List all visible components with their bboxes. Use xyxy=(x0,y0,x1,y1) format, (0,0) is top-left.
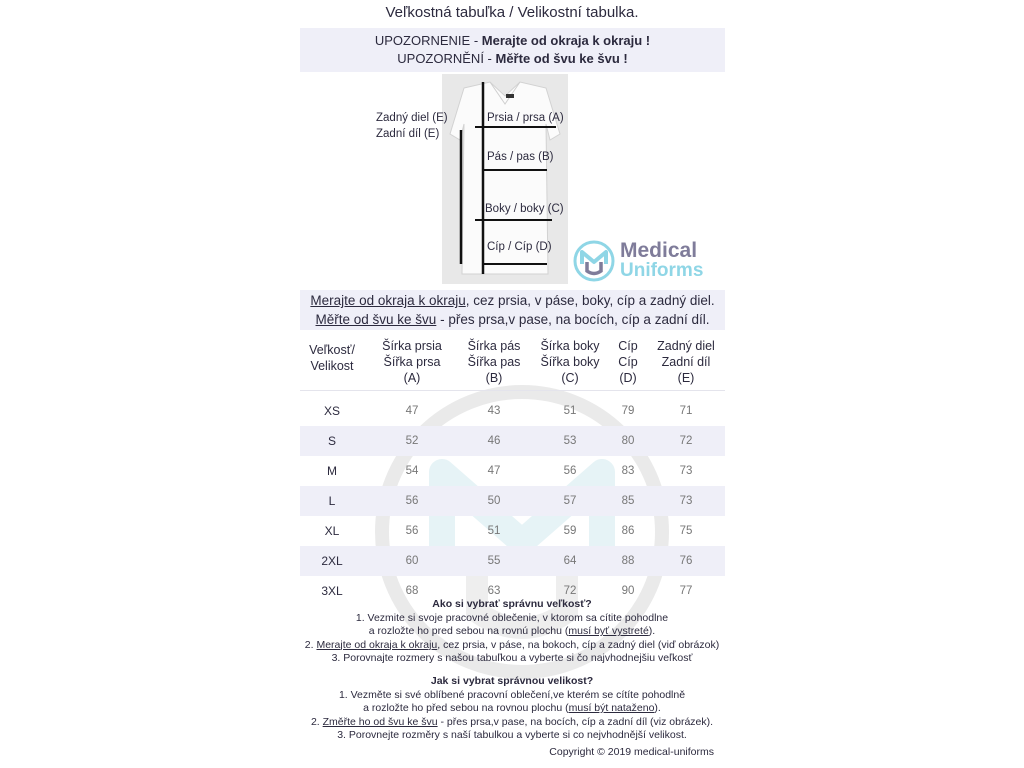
logo-text-medical: Medical xyxy=(620,239,698,262)
size-cell: XS xyxy=(323,404,340,418)
value-cell: 83 xyxy=(621,465,635,477)
copyright: Copyright © 2019 medical-uniforms xyxy=(549,746,714,758)
value-cell: 72 xyxy=(679,435,693,447)
column-header: Šírka pás Šířka pas (B) xyxy=(467,339,521,385)
value-cell: 46 xyxy=(487,435,501,447)
table-row xyxy=(300,516,725,546)
instructions-sk-step1: 1. Vezmite si svoje pracovné oblečenie, v ktorom sa cítite pohodlne xyxy=(355,611,669,624)
value-cell: 63 xyxy=(487,585,501,597)
value-cell: 68 xyxy=(405,585,419,597)
logo-icon xyxy=(572,238,618,284)
table-row xyxy=(300,396,725,426)
instructions-cz-step1: 1. Vezměte si své oblíbené pracovní oblečení,ve kterém se cítíte pohodlně xyxy=(338,688,686,701)
table-row xyxy=(300,456,725,486)
value-cell: 85 xyxy=(621,495,635,507)
value-cell: 77 xyxy=(679,585,693,597)
value-cell: 55 xyxy=(487,555,501,567)
value-cell: 51 xyxy=(563,405,577,417)
size-cell: XL xyxy=(324,524,340,538)
size-cell: S xyxy=(327,434,336,448)
value-cell: 90 xyxy=(621,585,635,597)
table-header xyxy=(300,334,725,391)
size-cell: L xyxy=(328,494,336,508)
column-header: Zadný diel Zadní díl (E) xyxy=(657,339,715,385)
value-cell: 56 xyxy=(405,525,419,537)
value-cell: 64 xyxy=(563,555,577,567)
table-row xyxy=(300,546,725,576)
label-back-cz: Zadní díl (E) xyxy=(376,128,440,140)
measure-note xyxy=(300,290,725,330)
value-cell: 73 xyxy=(679,495,693,507)
value-cell: 56 xyxy=(563,465,577,477)
value-cell: 47 xyxy=(487,465,501,477)
label-back-sk: Zadný diel (E) xyxy=(376,112,448,124)
warning-box xyxy=(300,28,725,72)
brand-logo xyxy=(572,238,732,284)
value-cell: 56 xyxy=(405,495,419,507)
measure-note-sk: Merajte od okraja k okraju, cez prsia, v páse, boky, cíp a zadný diel. xyxy=(310,293,715,308)
page-title: Veľkostná tabuľka / Velikostní tabulka. xyxy=(385,4,639,21)
column-header: Veľkosť/ Velikost xyxy=(309,343,355,373)
value-cell: 79 xyxy=(621,405,635,417)
instructions-cz-step3: 3. Porovnejte rozměry s naší tabulkou a vyberte si co nejvhodnější velikost. xyxy=(337,729,687,742)
size-table xyxy=(300,334,725,606)
instructions-cz-step1b: a rozložte ho před sebou na rovnou plochu (musí být nataženo). xyxy=(363,702,661,715)
value-cell: 80 xyxy=(621,435,635,447)
value-cell: 59 xyxy=(563,525,577,537)
label-chest: Prsia / prsa (A) xyxy=(487,112,564,124)
instructions-sk-step3: 3. Porovnajte rozmery s našou tabuľkou a vyberte si čo najvhodnejšiu veľkosť xyxy=(331,652,693,665)
warning-cz: UPOZORNĚNÍ - Měřte od švu ke švu ! xyxy=(397,51,628,66)
table-row xyxy=(300,426,725,456)
label-hips: Boky / boky (C) xyxy=(485,203,564,215)
size-cell: M xyxy=(327,464,337,478)
value-cell: 51 xyxy=(487,525,501,537)
value-cell: 43 xyxy=(487,405,501,417)
column-header: Šírka boky Šířka boky (C) xyxy=(540,339,600,385)
column-header: Cíp Cíp (D) xyxy=(618,339,638,385)
value-cell: 86 xyxy=(621,525,635,537)
instructions-sk-step2: 2. Merajte od okraja k okraju, cez prsia, v páse, na bokoch, cíp a zadný diel (viď obrázok) xyxy=(304,638,720,651)
label-tip: Cíp / Cíp (D) xyxy=(487,241,552,253)
value-cell: 72 xyxy=(563,585,577,597)
value-cell: 52 xyxy=(405,435,419,447)
table-body xyxy=(300,396,725,606)
size-cell: 3XL xyxy=(321,584,343,598)
value-cell: 47 xyxy=(405,405,419,417)
instructions-cz xyxy=(0,675,1024,743)
column-header: Šírka prsia Šířka prsa (A) xyxy=(382,339,442,385)
instructions-sk-step1b: a rozložte ho pred sebou na rovnú plochu (musí byť vystreté). xyxy=(368,625,656,638)
instructions-cz-step2: 2. Změřte ho od švu ke švu - přes prsa,v pase, na bocích, cíp a zadní díl (viz obrázek). xyxy=(310,715,714,728)
instructions-cz-heading: Jak si vybrat správnou velikost? xyxy=(430,675,594,687)
value-cell: 75 xyxy=(679,525,693,537)
value-cell: 54 xyxy=(405,465,419,477)
value-cell: 53 xyxy=(563,435,577,447)
instructions-sk xyxy=(0,598,1024,666)
table-row xyxy=(300,486,725,516)
value-cell: 57 xyxy=(563,495,577,507)
warning-sk: UPOZORNENIE - Merajte od okraja k okraju ! xyxy=(374,33,651,48)
value-cell: 76 xyxy=(679,555,693,567)
measure-note-cz: Měřte od švu ke švu - přes prsa,v pase, na bocích, cíp a zadní díl. xyxy=(315,312,710,327)
value-cell: 71 xyxy=(679,405,693,417)
size-cell: 2XL xyxy=(321,554,343,568)
value-cell: 50 xyxy=(487,495,501,507)
instructions-sk-heading: Ako si vybrať správnu veľkosť? xyxy=(432,598,592,610)
value-cell: 60 xyxy=(405,555,419,567)
logo-text-uniforms: Uniforms xyxy=(620,260,704,281)
value-cell: 73 xyxy=(679,465,693,477)
value-cell: 88 xyxy=(621,555,635,567)
label-waist: Pás / pas (B) xyxy=(487,151,554,163)
